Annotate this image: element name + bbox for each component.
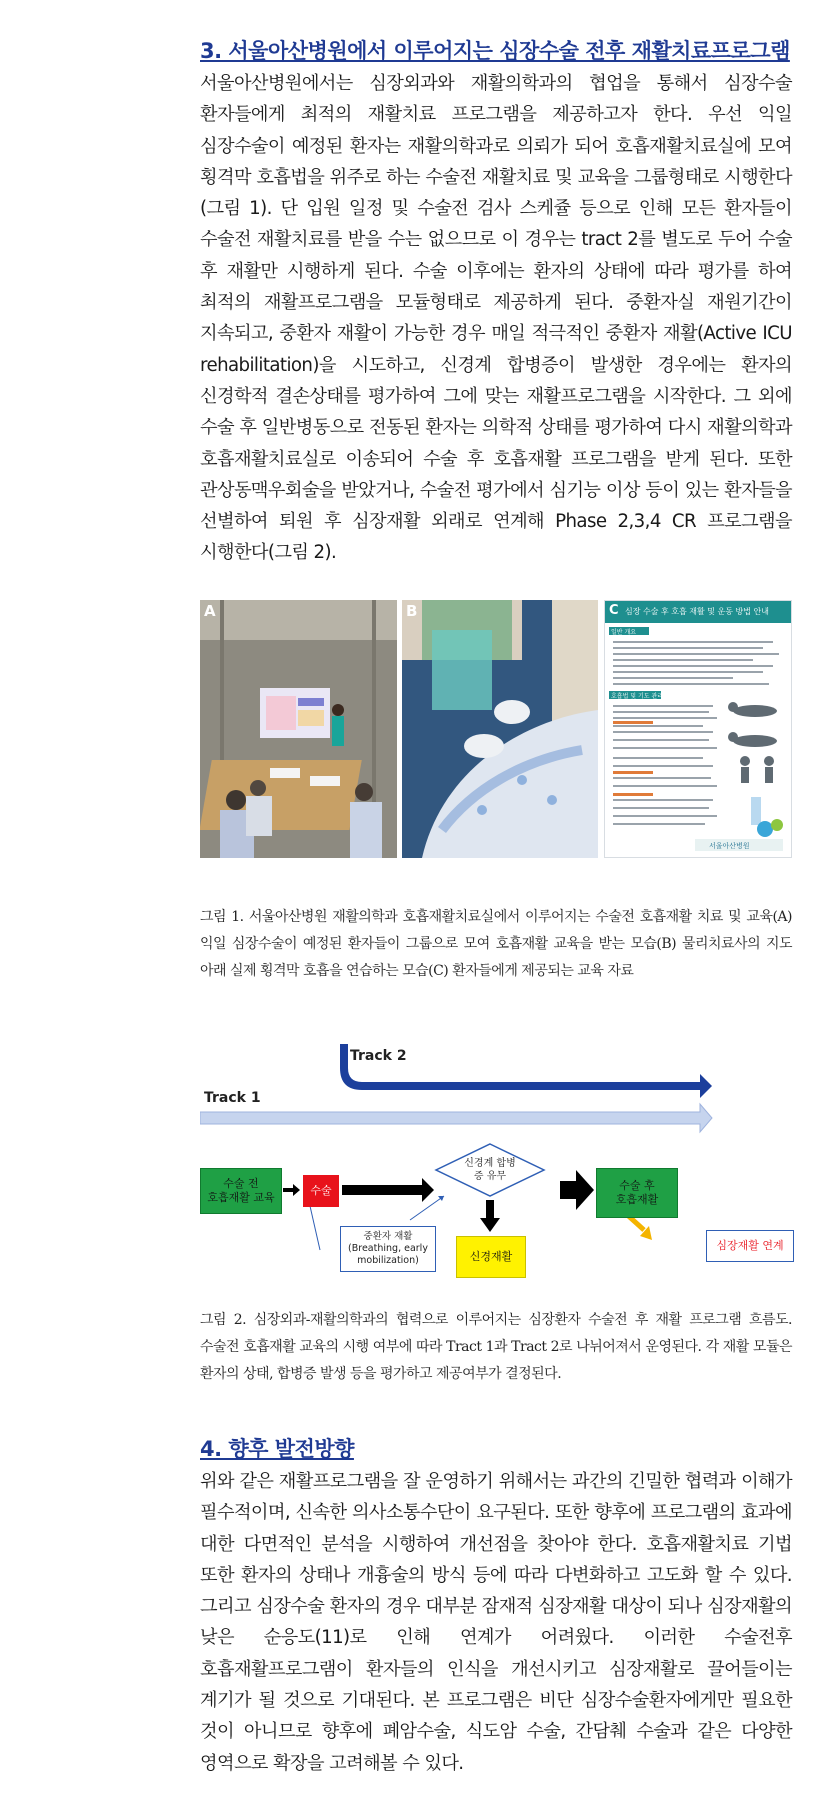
figure-2-flowchart: [200, 1040, 800, 1280]
panel-c-title: 심장 수술 후 호흡 재활 및 운동 방법 안내: [625, 607, 769, 616]
section-4-heading: 4. 향후 발전방향: [200, 1437, 354, 1461]
photo-b-label: B: [406, 602, 418, 620]
figure-1-photo-a: [200, 600, 397, 858]
figure-1-caption: 그림 1. 서울아산병원 재활의학과 호흡재활치료실에서 이루어지는 수술전 호흡재활 치료 및 교육(A) 익일 심장수술이 예정된 환자들이 그룹으로 모여 호흡재활 교육을 받는 모습(B) 물리치료사의 지도 아래 실제 횡격막 호흡을 연습하는 모습(C) 환자들에게 제공되는 교육 자료: [200, 909, 792, 979]
track-1-arrow: [200, 1104, 712, 1132]
box-icu-rehab: 중환자 재활 (Breathing, early mobilization): [340, 1226, 436, 1272]
education-sheet-lines: [605, 601, 792, 858]
arrow-check-to-neuro: [480, 1200, 500, 1232]
box-postop-rehab: 수술 후 호흡재활: [596, 1168, 678, 1218]
figure-1-panel-c: [604, 600, 792, 858]
photo-c-label: C: [609, 603, 619, 618]
box-preop-education: 수술 전 호흡재활 교육: [200, 1168, 282, 1214]
figure-2-caption: 그림 2. 심장외과-재활의학과의 협력으로 이루어지는 심장환자 수술전 후 재활 프로그램 흐름도. 수술전 호흡재활 교육의 시행 여부에 따라 Tract 1과 Tract 2로 나뉘어져서 운영된다. 각 재활 모듈은 환자의 상태, 합병증 발생 등을 평가하고 제공여부가 결정된다.: [200, 1312, 792, 1382]
box-surgery: 수술: [303, 1175, 339, 1207]
arrow-surgery-to-check: [342, 1178, 434, 1202]
panel-c-section2: 호흡법 및 기도 관리: [611, 693, 664, 700]
classroom-photo-illustration: [200, 600, 397, 858]
figure-1-caption-block: [200, 904, 792, 985]
section-4: [200, 1434, 792, 1779]
line-surgery-to-icu: [310, 1206, 320, 1250]
section-3-heading: 3. 서울아산병원에서 이루어지는 심장수술 전후 재활치료프로그램: [200, 39, 790, 63]
section-3: [200, 36, 792, 569]
panel-c-section2-tab: [609, 691, 664, 700]
section-3-body: 서울아산병원에서는 심장외과와 재활의학과의 협업을 통해서 심장수술 환자들에게 최적의 재활치료 프로그램을 제공하고자 한다. 우선 익일 심장수술이 예정된 환자는 재활의학과로 의뢰가 되어 호흡재활치료실에 모여 횡격막 호흡법을 위주로 하는 수술전 재활치료 및 교육을 그룹형태로 시행한다(그림 1). 단 입원 일정 및 수술전 검사 스케쥴 등으로 인해 모든 환자들이 수술전 재활치료를 받을 수는 없으므로 이 경우는 tract 2를 별도로 두어 수술 후 재활만 시행하게 된다. 수술 이후에는 환자의 상태에 따라 평가를 하여 최적의 재활프로그램을 모듈형태로 제공하게 된다. 중환자실 재원기간이 지속되고, 중환자 재활이 가능한 경우 매일 적극적인 중환자 재활(Active ICU rehabilitation)을 시도하고, 신경계 합병증이 발생한 경우에는 환자의 신경학적 결손상태를 평가하여 그에 맞는 재활프로그램을 시작한다. 그 외에 수술 후 일반병동으로 전동된 환자는 의학적 상태를 평가하여 다시 재활의학과 호흡재활치료실로 이송되어 수술 후 호흡재활 프로그램을 받게 된다. 또한 관상동맥우회술을 받았거나, 수술전 평가에서 심기능 이상 등이 있는 환자들을 선별하여 퇴원 후 심장재활 외래로 연계해 Phase 2,3,4 CR 프로그램을 시행한다(그림 2).: [200, 73, 792, 564]
arrow-check-to-postop: [560, 1170, 594, 1210]
figure-1-photo-b: [402, 600, 598, 858]
arrow-preop-to-surgery: [283, 1184, 300, 1196]
box-neuro-check: 신경계 합병 증 유무: [464, 1158, 516, 1182]
box-cardiac-rehab: 심장재활 연계: [706, 1230, 794, 1262]
line-icu-to-check: [410, 1196, 444, 1220]
panel-c-section1: 일반 개요: [611, 629, 637, 636]
track-1-label: Track 1: [204, 1090, 261, 1106]
track-2-label: Track 2: [350, 1048, 407, 1064]
therapy-photo-illustration: [402, 600, 598, 858]
panel-c-footer: 서울아산병원: [709, 842, 750, 850]
box-neuro-rehab: 신경재활: [456, 1236, 526, 1278]
photo-a-label: A: [204, 602, 216, 620]
figure-2-caption-block: [200, 1307, 792, 1388]
section-4-body: 위와 같은 재활프로그램을 잘 운영하기 위해서는 과간의 긴밀한 협력과 이해가 필수적이며, 신속한 의사소통수단이 요구된다. 또한 향후에 프로그램의 효과에 대한 다면적인 분석을 시행하여 개선점을 찾아야 한다. 호흡재활치료 기법 또한 환자의 상태나 개흉술의 방식 등에 따라 다변화하고 고도화 할 수 있다. 그리고 심장수술 환자의 경우 대부분 잠재적 심장재활 대상이 되나 심장재활의 낮은 순응도(11)로 인해 연계가 어려웠다. 이러한 수술전후 호흡재활프로그램이 환자들의 인식을 개선시키고 심장재활로 끌어들이는 계기가 될 것으로 기대된다. 본 프로그램은 비단 심장수술환자에게만 필요한 것이 아니므로 향후에 폐암수술, 식도암 수술, 간담췌 수술과 같은 다양한 영역으로 확장을 고려해볼 수 있다.: [200, 1471, 792, 1774]
